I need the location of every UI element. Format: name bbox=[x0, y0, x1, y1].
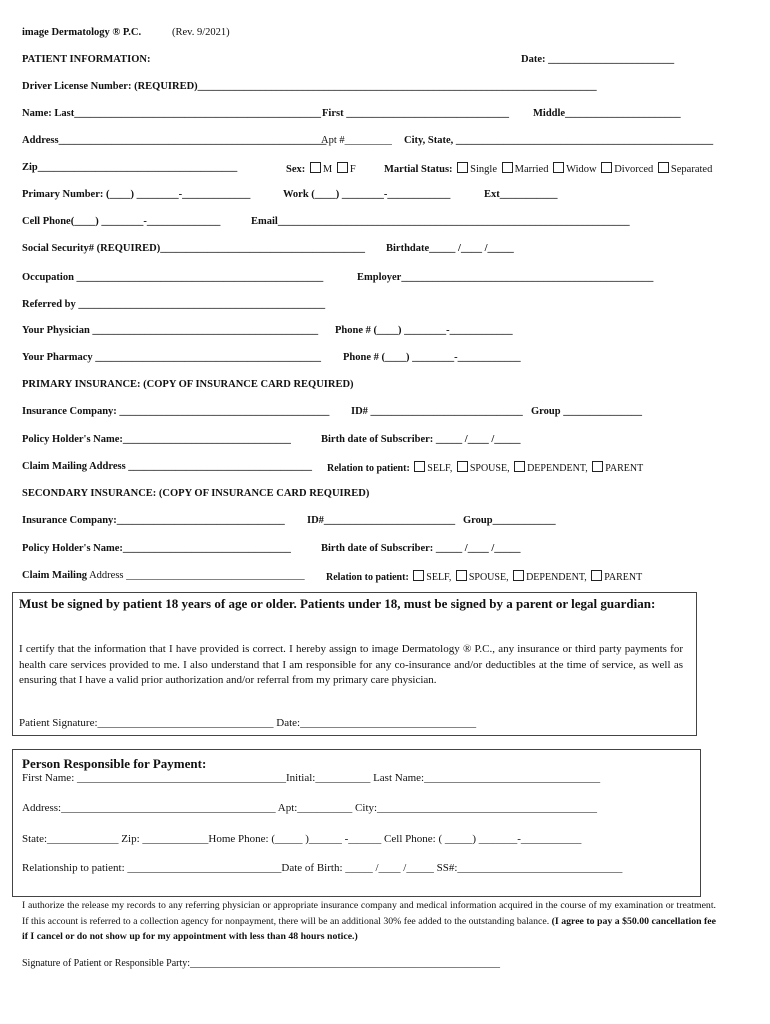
primary-relation-group bbox=[327, 461, 643, 474]
physician-phone-field[interactable]: Phone # (____) ________-____________ bbox=[335, 325, 513, 336]
responsible-signature-field[interactable]: Signature of Patient or Responsible Party:______________________________________________________________ bbox=[22, 958, 501, 969]
relation-option: SELF, bbox=[426, 572, 452, 583]
first-name-field[interactable]: First _______________________________ bbox=[322, 108, 509, 119]
relation-parent-checkbox[interactable] bbox=[591, 570, 602, 581]
practice-name: image Dermatology ® P.C. bbox=[22, 27, 142, 38]
driver-license-field[interactable]: Driver License Number: (REQUIRED)____________________________________________________________________________ bbox=[22, 81, 597, 92]
cell-phone-field[interactable]: Cell Phone(____) ________-______________ bbox=[22, 216, 221, 227]
sex-m-checkbox[interactable] bbox=[310, 162, 321, 173]
secondary-id-field[interactable]: ID#_________________________ bbox=[307, 515, 456, 526]
work-phone-field[interactable]: Work (____) ________-____________ bbox=[283, 189, 451, 200]
sex-group bbox=[286, 162, 356, 175]
primary-insurance-title: PRIMARY INSURANCE: (COPY OF INSURANCE CARD REQUIRED) bbox=[22, 379, 354, 390]
marital-option: Married bbox=[514, 164, 549, 175]
certification-text: I certify that the information that I have provided is correct. I hereby assign to image Dermatology ® P.C., any insurance or third party payments for health care services provided to me. I also understand that I am responsible for any co-insurance and/or deductibles at the time of service, as well as ensuring that I have a valid prior authorization and/or referral from my primary care physician. bbox=[19, 643, 683, 686]
marital-group bbox=[384, 162, 712, 175]
responsible-phone-row[interactable]: State:_____________ Zip: ____________Home Phone: (_____ )______ -______ Cell Phone: ( _____) _______-___________ bbox=[22, 833, 582, 845]
relation-dependent-checkbox[interactable] bbox=[514, 461, 525, 472]
patient-info-title: PATIENT INFORMATION: bbox=[22, 54, 151, 65]
primary-subscriber-birth-field[interactable]: Birth date of Subscriber: _____ /____ /_____ bbox=[321, 434, 521, 445]
zip-field[interactable]: Zip______________________________________ bbox=[22, 162, 238, 173]
ext-field[interactable]: Ext___________ bbox=[484, 189, 558, 200]
relation-option: DEPENDENT, bbox=[526, 572, 587, 583]
authorization-text bbox=[22, 898, 716, 945]
relation-option: SPOUSE, bbox=[468, 572, 509, 583]
last-name-field[interactable]: Name: Last_______________________________________________ bbox=[22, 108, 321, 119]
cancellation-fee-statement: (I agree to pay a $50.00 cancellation fee if I cancel or do not show up for my appointment with less than 48 hours notice.) bbox=[22, 915, 716, 942]
address-field[interactable]: Address___________________________________________________ bbox=[22, 135, 327, 146]
marital-single-checkbox[interactable] bbox=[457, 162, 468, 173]
responsible-relationship-row[interactable]: Relationship to patient: ____________________________Date of Birth: _____ /____ /_____ SS#:______________________________ bbox=[22, 862, 623, 874]
responsible-heading: Person Responsible for Payment: bbox=[22, 756, 207, 771]
physician-field[interactable]: Your Physician ___________________________________________ bbox=[22, 325, 319, 336]
revision: (Rev. 9/2021) bbox=[172, 27, 230, 38]
marital-option: Widow bbox=[566, 164, 597, 175]
primary-company-field[interactable]: Insurance Company: ________________________________________ bbox=[22, 406, 330, 417]
marital-option: Separated bbox=[670, 164, 713, 175]
relation-option: PARENT bbox=[604, 572, 643, 583]
signature-heading: Must be signed by patient 18 years of age or older. Patients under 18, must be signed by a parent or legal guardian: bbox=[19, 596, 656, 611]
marital-label: Martial Status: bbox=[384, 164, 453, 175]
secondary-holder-field[interactable]: Policy Holder's Name:________________________________ bbox=[22, 543, 291, 554]
secondary-subscriber-birth-field[interactable]: Birth date of Subscriber: _____ /____ /_____ bbox=[321, 543, 521, 554]
referred-by-field[interactable]: Referred by _______________________________________________ bbox=[22, 299, 326, 310]
middle-name-field[interactable]: Middle______________________ bbox=[533, 108, 681, 119]
relation-parent-checkbox[interactable] bbox=[592, 461, 603, 472]
ssn-field[interactable]: Social Security# (REQUIRED)_______________________________________ bbox=[22, 243, 365, 254]
primary-claim-address-field[interactable]: Claim Mailing Address ___________________________________ bbox=[22, 461, 313, 472]
city-state-field[interactable]: City, State, _________________________________________________ bbox=[404, 135, 714, 146]
secondary-group-field[interactable]: Group____________ bbox=[463, 515, 556, 526]
marital-option: Divorced bbox=[614, 164, 654, 175]
relation-option: PARENT bbox=[605, 463, 644, 474]
marital-option: Single bbox=[470, 164, 498, 175]
secondary-relation-group bbox=[326, 570, 642, 583]
sex-f-checkbox[interactable] bbox=[337, 162, 348, 173]
sex-m-label: M bbox=[322, 164, 333, 175]
birthdate-field[interactable]: Birthdate_____ /____ /_____ bbox=[386, 243, 514, 254]
occupation-field[interactable]: Occupation _______________________________________________ bbox=[22, 272, 324, 283]
pharmacy-field[interactable]: Your Pharmacy ___________________________________________ bbox=[22, 352, 322, 363]
secondary-claim-address-field[interactable] bbox=[22, 570, 305, 581]
relation-option: SELF, bbox=[427, 463, 453, 474]
relation-spouse-checkbox[interactable] bbox=[457, 461, 468, 472]
authorization-statement: I authorize the release my records to any referring physician or appropriate insurance company and medical information acquired in the course of my examination or treatment. If this account is referred to a collection agency for nonpayment, there will be an additional 30% fee added to the outstanding balance. bbox=[22, 900, 716, 927]
relation-self-checkbox[interactable] bbox=[413, 570, 424, 581]
relation-option: DEPENDENT, bbox=[527, 463, 588, 474]
claim-rest: Address __________________________________ bbox=[89, 570, 305, 581]
secondary-insurance-title: SECONDARY INSURANCE: (COPY OF INSURANCE CARD REQUIRED) bbox=[22, 488, 370, 499]
primary-holder-field[interactable]: Policy Holder's Name:________________________________ bbox=[22, 434, 291, 445]
marital-widow-checkbox[interactable] bbox=[553, 162, 564, 173]
relation-label: Relation to patient: bbox=[326, 572, 409, 583]
marital-married-checkbox[interactable] bbox=[502, 162, 513, 173]
relation-spouse-checkbox[interactable] bbox=[456, 570, 467, 581]
primary-id-field[interactable]: ID# _____________________________ bbox=[351, 406, 523, 417]
relation-option: SPOUSE, bbox=[469, 463, 510, 474]
email-field[interactable]: Email___________________________________________________________________ bbox=[251, 216, 630, 227]
sex-label: Sex: bbox=[286, 164, 306, 175]
secondary-company-field[interactable]: Insurance Company:________________________________ bbox=[22, 515, 285, 526]
pharmacy-phone-field[interactable]: Phone # (____) ________-____________ bbox=[343, 352, 521, 363]
relation-dependent-checkbox[interactable] bbox=[513, 570, 524, 581]
marital-divorced-checkbox[interactable] bbox=[601, 162, 612, 173]
marital-separated-checkbox[interactable] bbox=[658, 162, 669, 173]
patient-signature-field[interactable]: Patient Signature:________________________________ Date:________________________________ bbox=[19, 717, 477, 729]
relation-self-checkbox[interactable] bbox=[414, 461, 425, 472]
apt-field[interactable]: Apt #_________ bbox=[321, 135, 392, 146]
claim-label: Claim Mailing bbox=[22, 570, 88, 581]
primary-number-field[interactable]: Primary Number: (____) ________-_____________ bbox=[22, 189, 251, 200]
responsible-name-row[interactable]: First Name: ______________________________________Initial:__________ Last Name:________________________________ bbox=[22, 772, 601, 784]
date-field[interactable]: Date: ________________________ bbox=[521, 54, 675, 65]
employer-field[interactable]: Employer________________________________________________ bbox=[357, 272, 654, 283]
relation-label: Relation to patient: bbox=[327, 463, 410, 474]
sex-f-label: F bbox=[349, 164, 356, 175]
primary-group-field[interactable]: Group _______________ bbox=[531, 406, 642, 417]
responsible-address-row[interactable]: Address:_______________________________________ Apt:__________ City:________________________________________ bbox=[22, 802, 598, 814]
